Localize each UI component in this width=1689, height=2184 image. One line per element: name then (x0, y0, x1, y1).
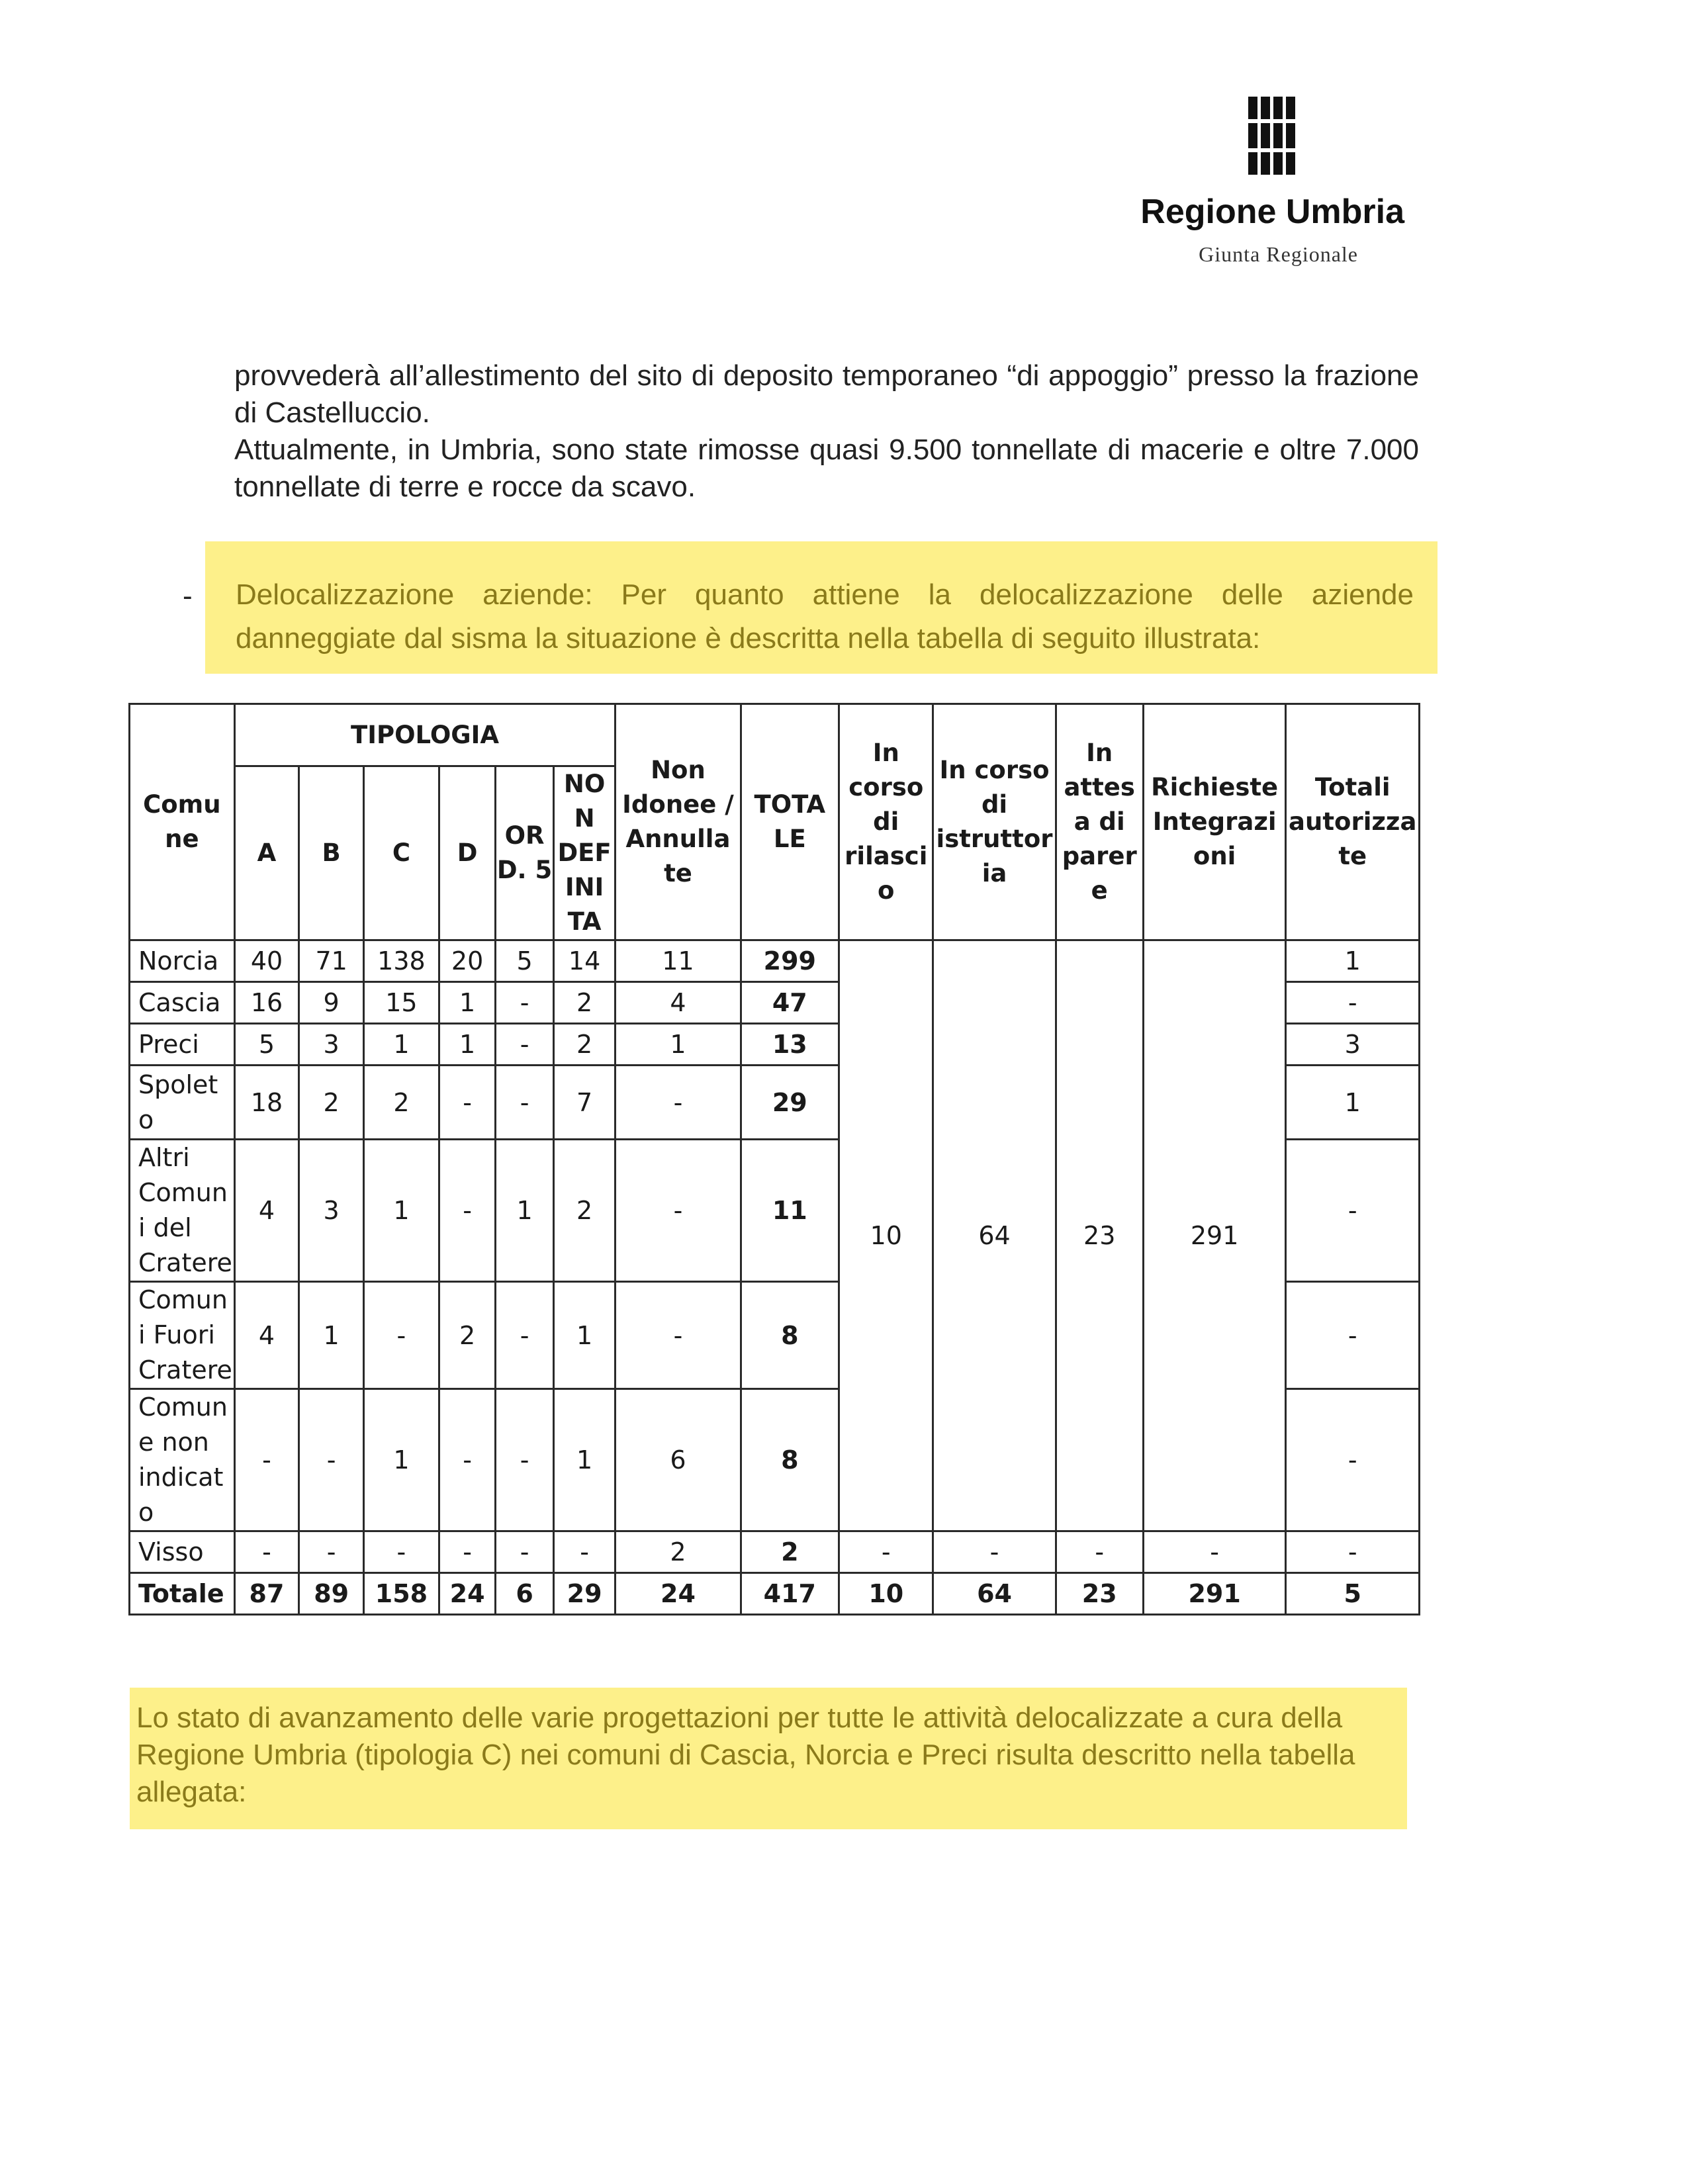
delocalizzazione-table (128, 703, 1420, 1615)
cell-c: 15 (363, 982, 439, 1024)
cell-ord5: 1 (496, 1140, 553, 1282)
cell-d: 20 (439, 940, 495, 982)
bullet-dash: - (183, 580, 193, 612)
cell-a: - (234, 1531, 299, 1573)
cell-non-definita: 29 (553, 1573, 616, 1615)
cell-b: 89 (299, 1573, 364, 1615)
cell-totale: 2 (741, 1531, 839, 1573)
cell-comune: Altri Comun i del Cratere (130, 1140, 235, 1282)
header-comune: Comu ne (130, 704, 235, 940)
intro-paragraph-1: provvederà all’allestimento del sito di deposito temporaneo “di appoggio” presso la frazione di Castelluccio. (234, 359, 1419, 429)
cell-non-idonee: 11 (616, 940, 741, 982)
cell-d: 1 (439, 1024, 495, 1066)
cell-in-attesa-parere: - (1056, 1531, 1143, 1573)
cell-non-idonee: 2 (616, 1531, 741, 1573)
cell-totale: 417 (741, 1573, 839, 1615)
cell-ord5: 6 (496, 1573, 553, 1615)
cell-a: 4 (234, 1140, 299, 1282)
cell-non-idonee: 24 (616, 1573, 741, 1615)
cell-autorizzate: 1 (1286, 1066, 1420, 1140)
cell-in-corso-istruttoria: - (933, 1531, 1056, 1573)
delocalizzazione-text: Delocalizzazione aziende: Per quanto attiene la delocalizzazione delle aziende danneggiate dal sisma la situazione è descritta nella tabella di seguito illustrata: (236, 578, 1414, 655)
cell-ord5: - (496, 1024, 553, 1066)
org-name: Regione Umbria (1140, 193, 1404, 231)
cell-a: 40 (234, 940, 299, 982)
header-in-corso-istruttoria: In corso di istruttor ia (933, 704, 1056, 940)
cell-b: 71 (299, 940, 364, 982)
cell-in-corso-istruttoria-merged: 64 (933, 940, 1056, 1531)
cell-ord5: - (496, 1066, 553, 1140)
cell-richieste-integrazioni: 291 (1143, 1573, 1286, 1615)
cell-c: - (363, 1282, 439, 1389)
cell-non-idonee: 4 (616, 982, 741, 1024)
intro-text (234, 357, 1419, 506)
cell-non-idonee: 1 (616, 1024, 741, 1066)
cell-a: 18 (234, 1066, 299, 1140)
cell-non-definita: 2 (553, 1024, 616, 1066)
cell-autorizzate: 5 (1286, 1573, 1420, 1615)
cell-a: 4 (234, 1282, 299, 1389)
cell-comune: Norcia (130, 940, 235, 982)
cell-comune: Spolet o (130, 1066, 235, 1140)
header-richieste-integrazioni: Richieste Integrazi oni (1143, 704, 1286, 940)
cell-d: - (439, 1389, 495, 1531)
cell-totale: 47 (741, 982, 839, 1024)
cell-comune: Totale (130, 1573, 235, 1615)
cell-a: 87 (234, 1573, 299, 1615)
cell-b: 1 (299, 1282, 364, 1389)
cell-c: - (363, 1531, 439, 1573)
cell-in-corso-rilascio: 10 (839, 1573, 933, 1615)
cell-in-attesa-parere: 23 (1056, 1573, 1143, 1615)
org-subtitle: Giunta Regionale (1199, 242, 1358, 266)
cell-d: - (439, 1531, 495, 1573)
cell-autorizzate: 3 (1286, 1024, 1420, 1066)
cell-a: - (234, 1389, 299, 1531)
cell-non-idonee: - (616, 1140, 741, 1282)
cell-comune: Visso (130, 1531, 235, 1573)
cell-c: 138 (363, 940, 439, 982)
cell-ord5: - (496, 982, 553, 1024)
cell-d: - (439, 1140, 495, 1282)
cell-comune: Comun i Fuori Cratere (130, 1282, 235, 1389)
header-in-attesa-parere: In attes a di parer e (1056, 704, 1143, 940)
header-in-corso-rilascio: In corso di rilasci o (839, 704, 933, 940)
cell-non-definita: 2 (553, 1140, 616, 1282)
avanzamento-text: Lo stato di avanzamento delle varie progettazioni per tutte le attività delocalizzate a cura della Regione Umbria (tipologia C) nei comuni di Cascia, Norcia e Preci risulta descritto nella tabella allegata: (136, 1702, 1355, 1808)
header-totale: TOTA LE (741, 704, 839, 940)
table-row-totale (130, 1573, 1420, 1615)
cell-non-definita: 1 (553, 1282, 616, 1389)
cell-in-corso-rilascio-merged: 10 (839, 940, 933, 1531)
cell-a: 5 (234, 1024, 299, 1066)
cell-ord5: - (496, 1389, 553, 1531)
cell-totale: 29 (741, 1066, 839, 1140)
cell-in-corso-istruttoria: 64 (933, 1573, 1056, 1615)
cell-non-definita: 7 (553, 1066, 616, 1140)
cell-c: 1 (363, 1140, 439, 1282)
cell-in-attesa-parere-merged: 23 (1056, 940, 1143, 1531)
cell-b: 2 (299, 1066, 364, 1140)
intro-paragraph-2: Attualmente, in Umbria, sono state rimosse quasi 9.500 tonnellate di macerie e oltre 7.000 tonnellate di terre e rocce da scavo. (234, 433, 1419, 503)
cell-autorizzate: 1 (1286, 940, 1420, 982)
cell-totale: 8 (741, 1282, 839, 1389)
header-c: C (363, 766, 439, 940)
cell-c: 2 (363, 1066, 439, 1140)
regione-umbria-logo-icon (1244, 93, 1299, 179)
cell-b: 3 (299, 1024, 364, 1066)
cell-c: 1 (363, 1389, 439, 1531)
cell-autorizzate: - (1286, 1140, 1420, 1282)
header-a: A (234, 766, 299, 940)
table-row (130, 940, 1420, 982)
cell-non-definita: 2 (553, 982, 616, 1024)
header-ord5: OR D. 5 (496, 766, 553, 940)
cell-totale: 11 (741, 1140, 839, 1282)
header-b: B (299, 766, 364, 940)
cell-ord5: 5 (496, 940, 553, 982)
cell-b: 3 (299, 1140, 364, 1282)
cell-non-definita: - (553, 1531, 616, 1573)
cell-d: 2 (439, 1282, 495, 1389)
cell-non-definita: 1 (553, 1389, 616, 1531)
cell-totale: 13 (741, 1024, 839, 1066)
header-non-definita: NO N DEF INI TA (553, 766, 616, 940)
cell-comune: Comun e non indicat o (130, 1389, 235, 1531)
header-tipologia: TIPOLOGIA (234, 704, 616, 766)
cell-totale: 299 (741, 940, 839, 982)
cell-a: 16 (234, 982, 299, 1024)
cell-autorizzate: - (1286, 1282, 1420, 1389)
cell-b: - (299, 1389, 364, 1531)
cell-richieste-integrazioni: - (1143, 1531, 1286, 1573)
header-d: D (439, 766, 495, 940)
cell-non-idonee: 6 (616, 1389, 741, 1531)
header-non-idonee: Non Idonee / Annulla te (616, 704, 741, 940)
table-row-visso (130, 1531, 1420, 1573)
cell-non-definita: 14 (553, 940, 616, 982)
cell-autorizzate: - (1286, 1389, 1420, 1531)
header-totali-autorizzate: Totali autorizza te (1286, 704, 1420, 940)
cell-non-idonee: - (616, 1282, 741, 1389)
cell-d: 24 (439, 1573, 495, 1615)
cell-totale: 8 (741, 1389, 839, 1531)
cell-c: 1 (363, 1024, 439, 1066)
cell-comune: Cascia (130, 982, 235, 1024)
cell-ord5: - (496, 1531, 553, 1573)
cell-d: 1 (439, 982, 495, 1024)
cell-in-corso-rilascio: - (839, 1531, 933, 1573)
cell-b: 9 (299, 982, 364, 1024)
cell-richieste-integrazioni-merged: 291 (1143, 940, 1286, 1531)
cell-autorizzate: - (1286, 1531, 1420, 1573)
cell-autorizzate: - (1286, 982, 1420, 1024)
cell-ord5: - (496, 1282, 553, 1389)
cell-b: - (299, 1531, 364, 1573)
cell-d: - (439, 1066, 495, 1140)
cell-non-idonee: - (616, 1066, 741, 1140)
cell-comune: Preci (130, 1024, 235, 1066)
cell-c: 158 (363, 1573, 439, 1615)
